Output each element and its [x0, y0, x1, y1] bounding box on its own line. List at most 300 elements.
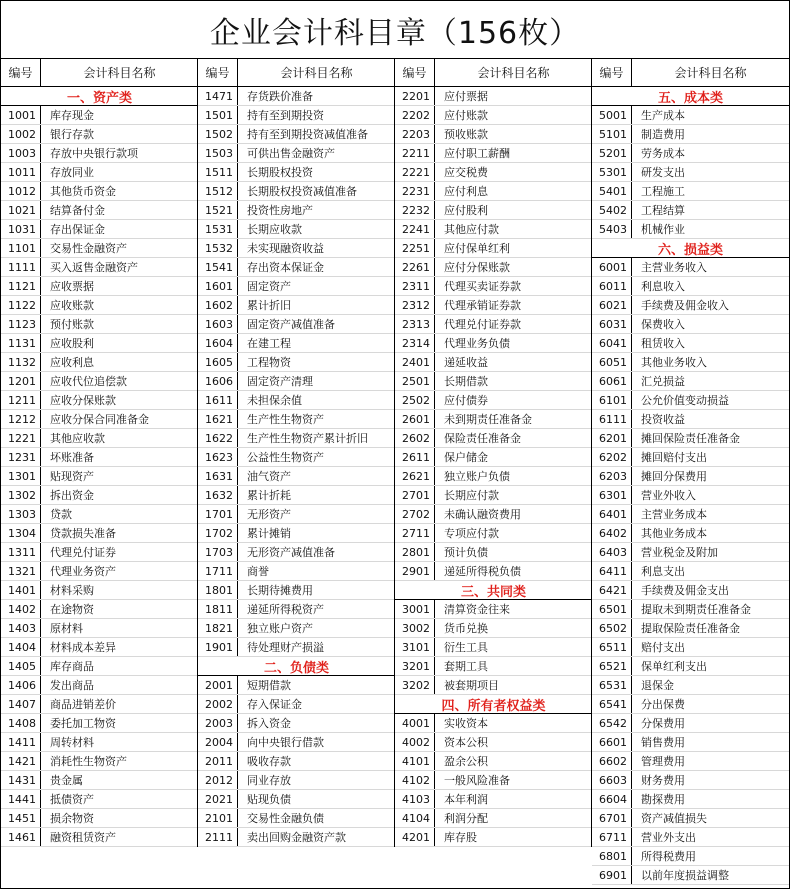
account-code: 1606	[198, 372, 238, 390]
account-name: 代理兑付证券款	[444, 318, 521, 331]
account-row	[198, 334, 395, 353]
account-name: 利息支出	[641, 565, 685, 578]
account-row	[395, 391, 592, 410]
account-row	[395, 239, 592, 258]
account-code: 6521	[592, 657, 632, 675]
account-code: 4102	[395, 771, 435, 789]
account-name: 生产成本	[641, 109, 685, 122]
account-code: 2702	[395, 505, 435, 523]
account-row	[1, 429, 198, 448]
account-code: 2011	[198, 752, 238, 770]
section-heading: 五、成本类	[592, 87, 789, 106]
account-code: 5301	[592, 163, 632, 181]
account-code: 1701	[198, 505, 238, 523]
account-row	[395, 182, 592, 201]
account-code: 1304	[1, 524, 41, 542]
account-name: 存放中央银行款项	[50, 147, 138, 160]
account-code: 2002	[198, 695, 238, 713]
account-code: 1201	[1, 372, 41, 390]
account-code: 4002	[395, 733, 435, 751]
account-code: 6603	[592, 771, 632, 789]
account-code: 1541	[198, 258, 238, 276]
account-row	[592, 809, 789, 828]
account-name: 原材料	[50, 622, 83, 635]
account-row	[198, 809, 395, 828]
account-code: 1631	[198, 467, 238, 485]
account-name: 代理业务资产	[50, 565, 116, 578]
account-name: 存放同业	[50, 166, 94, 179]
account-row	[1, 391, 198, 410]
account-code: 1303	[1, 505, 41, 523]
account-code: 1511	[198, 163, 238, 181]
account-code: 1531	[198, 220, 238, 238]
account-row	[1, 372, 198, 391]
account-row	[592, 467, 789, 486]
account-row	[198, 258, 395, 277]
account-code: 6602	[592, 752, 632, 770]
account-name: 主营业务收入	[641, 261, 707, 274]
account-code: 6403	[592, 543, 632, 561]
account-code: 6111	[592, 410, 632, 428]
account-name: 主营业务成本	[641, 508, 707, 521]
account-column-2	[198, 59, 395, 847]
account-name: 库存现金	[50, 109, 94, 122]
account-name: 销售费用	[641, 736, 685, 749]
account-name: 代理买卖证券款	[444, 280, 521, 293]
account-code: 1603	[198, 315, 238, 333]
account-code: 4104	[395, 809, 435, 827]
account-code: 2701	[395, 486, 435, 504]
account-row	[395, 277, 592, 296]
account-code: 1621	[198, 410, 238, 428]
account-row	[198, 125, 395, 144]
account-row	[1, 163, 198, 182]
account-row	[592, 866, 789, 885]
account-name: 营业外支出	[641, 831, 696, 844]
account-row	[592, 182, 789, 201]
account-name: 利润分配	[444, 812, 488, 825]
account-code: 2232	[395, 201, 435, 219]
account-row	[592, 638, 789, 657]
account-name: 赔付支出	[641, 641, 685, 654]
account-name: 提取未到期责任准备金	[641, 603, 751, 616]
account-code: 2012	[198, 771, 238, 789]
account-column-1	[1, 59, 198, 847]
account-code: 1441	[1, 790, 41, 808]
account-name: 分保费用	[641, 717, 685, 730]
account-row	[592, 562, 789, 581]
account-code: 2101	[198, 809, 238, 827]
account-row	[592, 372, 789, 391]
account-row	[592, 600, 789, 619]
account-code: 2314	[395, 334, 435, 352]
account-code: 1601	[198, 277, 238, 295]
account-code: 2901	[395, 562, 435, 580]
account-code: 2502	[395, 391, 435, 409]
account-name: 手续费及佣金收入	[641, 299, 729, 312]
account-code: 1622	[198, 429, 238, 447]
account-row	[198, 429, 395, 448]
account-code: 1101	[1, 239, 41, 257]
account-row	[1, 524, 198, 543]
account-name: 应收分保合同准备金	[50, 413, 149, 426]
account-row	[198, 619, 395, 638]
account-row	[198, 144, 395, 163]
account-code: 6021	[592, 296, 632, 314]
account-row	[592, 315, 789, 334]
account-code: 1406	[1, 676, 41, 694]
account-row	[592, 847, 789, 866]
account-name: 消耗性生物资产	[50, 755, 127, 768]
account-code: 2202	[395, 106, 435, 124]
account-name: 应付债券	[444, 394, 488, 407]
account-row	[395, 486, 592, 505]
column-divider	[591, 59, 592, 847]
account-row	[592, 733, 789, 752]
account-name: 递延收益	[444, 356, 488, 369]
account-row	[592, 695, 789, 714]
account-name: 长期股权投资	[247, 166, 313, 179]
account-code: 3002	[395, 619, 435, 637]
account-row	[198, 562, 395, 581]
account-name: 资本公积	[444, 736, 488, 749]
account-row	[1, 410, 198, 429]
account-code: 6501	[592, 600, 632, 618]
account-column-4	[592, 59, 789, 885]
account-code: 1512	[198, 182, 238, 200]
account-name: 营业税金及附加	[641, 546, 718, 559]
account-code: 1221	[1, 429, 41, 447]
account-row	[395, 429, 592, 448]
account-name: 累计折旧	[247, 299, 291, 312]
account-row	[1, 676, 198, 695]
account-row	[592, 486, 789, 505]
account-code: 4001	[395, 714, 435, 732]
account-name: 实收资本	[444, 717, 488, 730]
account-name: 摊回赔付支出	[641, 451, 707, 464]
account-row	[592, 752, 789, 771]
account-row	[592, 201, 789, 220]
code-header: 编号	[395, 59, 435, 86]
account-code: 2004	[198, 733, 238, 751]
account-name: 汇兑损益	[641, 375, 685, 388]
account-name: 应收代位追偿款	[50, 375, 127, 388]
account-code: 5403	[592, 220, 632, 238]
account-name: 未到期责任准备金	[444, 413, 532, 426]
account-row	[198, 410, 395, 429]
account-row	[395, 562, 592, 581]
account-name: 油气资产	[247, 470, 291, 483]
account-row	[1, 201, 198, 220]
account-code: 1801	[198, 581, 238, 599]
account-row	[198, 505, 395, 524]
account-code: 6101	[592, 391, 632, 409]
account-row	[592, 220, 789, 239]
account-row	[592, 771, 789, 790]
account-code: 2261	[395, 258, 435, 276]
account-row	[1, 828, 198, 847]
account-code: 1321	[1, 562, 41, 580]
account-name: 应付票据	[444, 90, 488, 103]
account-name: 商品进销差价	[50, 698, 116, 711]
account-name: 预计负债	[444, 546, 488, 559]
account-row	[395, 410, 592, 429]
account-name: 银行存款	[50, 128, 94, 141]
column-divider	[394, 59, 395, 847]
account-code: 1521	[198, 201, 238, 219]
account-name: 短期借款	[247, 679, 291, 692]
account-row	[395, 296, 592, 315]
account-code: 1421	[1, 752, 41, 770]
account-name: 独立账户资产	[247, 622, 313, 635]
account-name: 长期股权投资减值准备	[247, 185, 357, 198]
account-name: 卖出回购金融资产款	[247, 831, 346, 844]
account-code: 3101	[395, 638, 435, 656]
account-code: 5402	[592, 201, 632, 219]
account-code: 1605	[198, 353, 238, 371]
account-name: 长期待摊费用	[247, 584, 313, 597]
account-code: 1401	[1, 581, 41, 599]
account-name: 利息收入	[641, 280, 685, 293]
account-name: 应收分保账款	[50, 394, 116, 407]
account-row	[592, 790, 789, 809]
page-title: 企业会计科目章（156枚）	[1, 1, 789, 59]
account-row	[198, 714, 395, 733]
code-header: 编号	[1, 59, 41, 86]
account-code: 1012	[1, 182, 41, 200]
account-code: 6604	[592, 790, 632, 808]
account-code: 1503	[198, 144, 238, 162]
account-row	[592, 410, 789, 429]
account-row	[592, 429, 789, 448]
account-row	[198, 828, 395, 847]
account-row	[395, 258, 592, 277]
account-name: 抵债资产	[50, 793, 94, 806]
account-code: 6421	[592, 581, 632, 599]
account-name: 存货跌价准备	[247, 90, 313, 103]
account-name: 应付分保账款	[444, 261, 510, 274]
account-row	[198, 524, 395, 543]
account-row	[198, 239, 395, 258]
account-name: 工程物资	[247, 356, 291, 369]
account-code: 5001	[592, 106, 632, 124]
account-name: 周转材料	[50, 736, 94, 749]
account-row	[1, 296, 198, 315]
account-row	[198, 448, 395, 467]
account-name: 递延所得税资产	[247, 603, 324, 616]
account-code: 5201	[592, 144, 632, 162]
account-row	[198, 391, 395, 410]
account-name: 买入返售金融资产	[50, 261, 138, 274]
account-row	[1, 790, 198, 809]
account-name: 固定资产	[247, 280, 291, 293]
account-name: 持有至到期投资	[247, 109, 324, 122]
account-code: 2501	[395, 372, 435, 390]
account-row	[395, 733, 592, 752]
account-row	[592, 448, 789, 467]
account-name: 贴现负债	[247, 793, 291, 806]
account-name: 交易性金融负债	[247, 812, 324, 825]
account-name: 代理承销证券款	[444, 299, 521, 312]
account-row	[592, 296, 789, 315]
account-row	[198, 296, 395, 315]
account-name: 生产性生物资产累计折旧	[247, 432, 368, 445]
account-row	[592, 277, 789, 296]
account-row	[198, 315, 395, 334]
account-code: 1031	[1, 220, 41, 238]
account-code: 5401	[592, 182, 632, 200]
account-name: 待处理财产损溢	[247, 641, 324, 654]
account-name: 保费收入	[641, 318, 685, 331]
account-code: 1407	[1, 695, 41, 713]
account-name: 应收利息	[50, 356, 94, 369]
account-name: 吸收存款	[247, 755, 291, 768]
account-table	[1, 59, 789, 888]
account-row	[395, 201, 592, 220]
account-code: 1123	[1, 315, 41, 333]
account-row	[198, 771, 395, 790]
account-code: 2003	[198, 714, 238, 732]
account-name: 贷款	[50, 508, 72, 521]
account-name: 预付账款	[50, 318, 94, 331]
account-name: 在途物资	[50, 603, 94, 616]
account-row	[592, 258, 789, 277]
account-row	[592, 334, 789, 353]
account-code: 6301	[592, 486, 632, 504]
account-row	[1, 315, 198, 334]
account-name: 固定资产减值准备	[247, 318, 335, 331]
account-code: 1501	[198, 106, 238, 124]
account-row	[198, 87, 395, 106]
account-code: 2602	[395, 429, 435, 447]
account-name: 勘探费用	[641, 793, 685, 806]
account-code: 1001	[1, 106, 41, 124]
account-row	[198, 600, 395, 619]
account-name: 材料采购	[50, 584, 94, 597]
column-header	[592, 59, 789, 87]
account-code: 2401	[395, 353, 435, 371]
section-heading: 六、损益类	[592, 239, 789, 258]
account-code: 6031	[592, 315, 632, 333]
account-name: 持有至到期投资减值准备	[247, 128, 368, 141]
account-code: 1711	[198, 562, 238, 580]
account-code: 2311	[395, 277, 435, 295]
account-name: 提取保险责任准备金	[641, 622, 740, 635]
account-name: 资产减值损失	[641, 812, 707, 825]
account-code: 1405	[1, 657, 41, 675]
account-row	[1, 543, 198, 562]
account-row	[198, 182, 395, 201]
account-row	[395, 771, 592, 790]
account-code: 1402	[1, 600, 41, 618]
account-row	[198, 543, 395, 562]
section-heading: 三、共同类	[395, 581, 592, 600]
account-code: 2711	[395, 524, 435, 542]
account-name: 长期借款	[444, 375, 488, 388]
account-name: 工程结算	[641, 204, 685, 217]
account-name: 应付保单红利	[444, 242, 510, 255]
account-code: 2221	[395, 163, 435, 181]
account-name: 应交税费	[444, 166, 488, 179]
name-header: 会计科目名称	[674, 66, 747, 80]
account-row	[1, 448, 198, 467]
account-code: 1231	[1, 448, 41, 466]
account-name: 代理业务负债	[444, 337, 510, 350]
account-row	[198, 638, 395, 657]
account-code: 1121	[1, 277, 41, 295]
account-name: 应收账款	[50, 299, 94, 312]
account-row	[395, 752, 592, 771]
account-name: 交易性金融资产	[50, 242, 127, 255]
account-code: 6401	[592, 505, 632, 523]
account-name: 本年利润	[444, 793, 488, 806]
account-code: 6201	[592, 429, 632, 447]
account-row	[592, 619, 789, 638]
account-name: 无形资产	[247, 508, 291, 521]
account-code: 6542	[592, 714, 632, 732]
account-row	[1, 581, 198, 600]
account-name: 坏账准备	[50, 451, 94, 464]
account-code: 6502	[592, 619, 632, 637]
account-code: 1403	[1, 619, 41, 637]
account-row	[592, 391, 789, 410]
account-name: 摊回分保费用	[641, 470, 707, 483]
account-code: 1111	[1, 258, 41, 276]
name-header: 会计科目名称	[477, 66, 550, 80]
account-code: 6541	[592, 695, 632, 713]
account-row	[198, 733, 395, 752]
account-row	[592, 714, 789, 733]
account-row	[198, 201, 395, 220]
account-code: 6402	[592, 524, 632, 542]
account-name: 货币兑换	[444, 622, 488, 635]
account-row	[1, 334, 198, 353]
account-code: 6711	[592, 828, 632, 846]
account-name: 机械作业	[641, 223, 685, 236]
account-row	[395, 353, 592, 372]
account-name: 累计摊销	[247, 527, 291, 540]
account-name: 管理费用	[641, 755, 685, 768]
account-name: 损余物资	[50, 812, 94, 825]
account-code: 2312	[395, 296, 435, 314]
account-code: 1131	[1, 334, 41, 352]
account-name: 制造费用	[641, 128, 685, 141]
account-name: 发出商品	[50, 679, 94, 692]
account-name: 劳务成本	[641, 147, 685, 160]
account-name: 拆出资金	[50, 489, 94, 502]
account-name: 可供出售金融资产	[247, 147, 335, 160]
account-code: 6511	[592, 638, 632, 656]
account-name: 套期工具	[444, 660, 488, 673]
account-row	[395, 524, 592, 543]
name-header: 会计科目名称	[280, 66, 353, 80]
account-row	[1, 220, 198, 239]
account-row	[395, 467, 592, 486]
account-code: 2313	[395, 315, 435, 333]
account-row	[395, 676, 592, 695]
account-name: 研发支出	[641, 166, 685, 179]
account-row	[395, 163, 592, 182]
account-row	[1, 106, 198, 125]
account-code: 3202	[395, 676, 435, 694]
account-code: 1502	[198, 125, 238, 143]
account-code: 6041	[592, 334, 632, 352]
account-row	[592, 353, 789, 372]
account-row	[1, 619, 198, 638]
account-name: 库存商品	[50, 660, 94, 673]
account-name: 所得税费用	[641, 850, 696, 863]
account-name: 被套期项目	[444, 679, 499, 692]
